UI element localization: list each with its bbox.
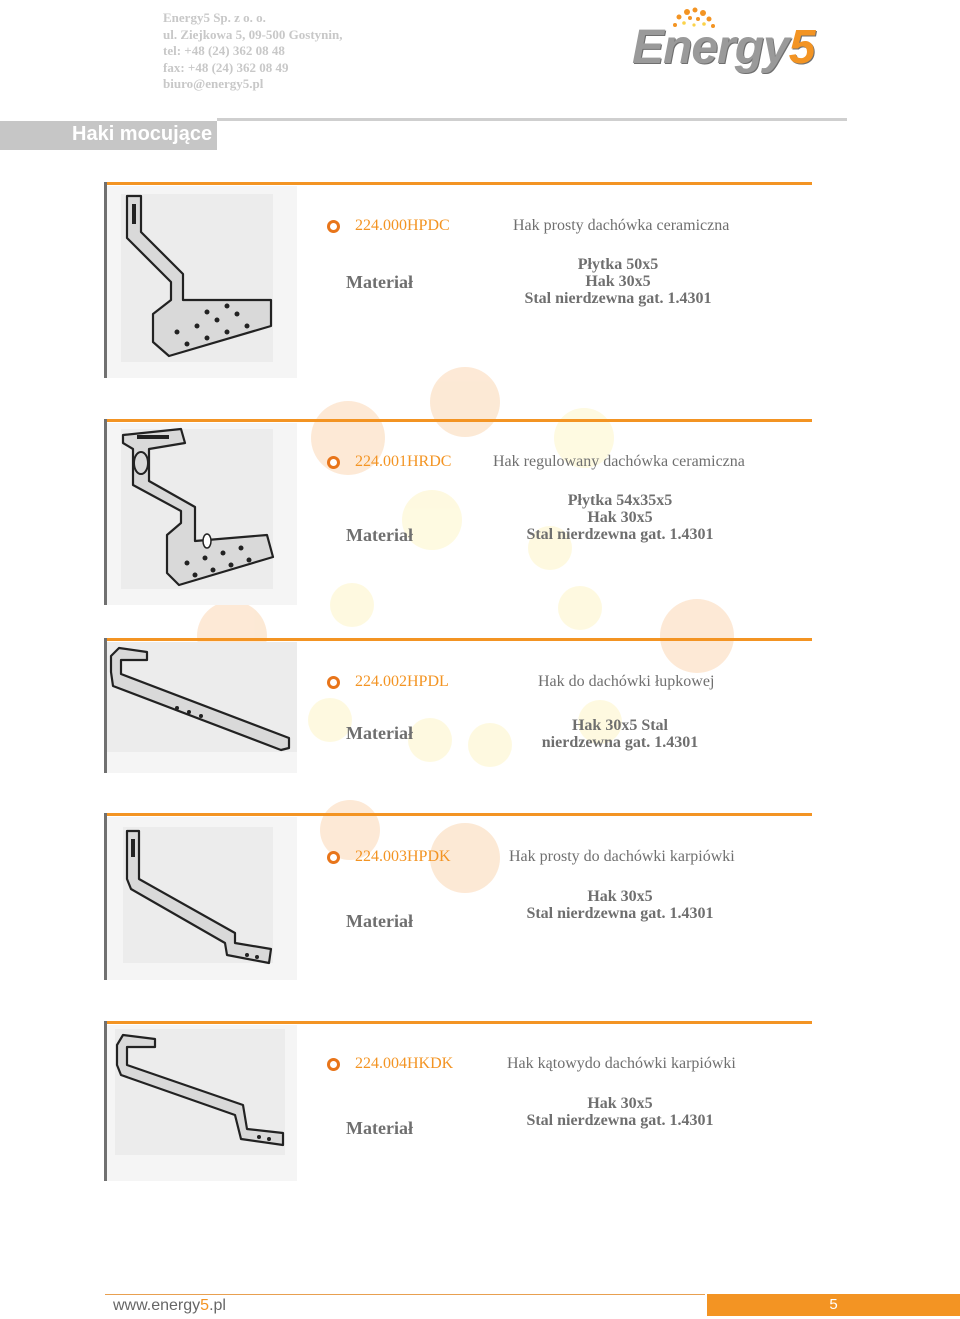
- material-line: Hak 30x5: [587, 888, 653, 905]
- material-line: nierdzewna gat. 1.4301: [541, 734, 699, 751]
- material-label: Materiał: [346, 272, 413, 292]
- energy5-logo: [632, 4, 852, 74]
- product-description: Hak do dachówki łupkowej: [538, 673, 715, 690]
- company-tel: tel: +48 (24) 362 08 48: [163, 43, 285, 58]
- material-specs: [500, 492, 740, 543]
- material-label: Materiał: [346, 723, 413, 743]
- page-title: Haki mocujące: [72, 123, 213, 145]
- material-label: Materiał: [346, 911, 413, 931]
- company-name: Energy5 Sp. z o. o.: [163, 10, 266, 25]
- footer-url-prefix: www.energy: [113, 1297, 201, 1314]
- product-image-5: [107, 1025, 297, 1181]
- material-specs: [510, 717, 730, 751]
- material-line: Hak 30x5 Stal: [571, 717, 668, 734]
- logo-text-accent: 5: [788, 21, 815, 74]
- material-line: Płytka 54x35x5: [567, 492, 673, 509]
- material-line: Płytka 50x5: [577, 256, 659, 273]
- page-number: 5: [707, 1294, 960, 1316]
- footer-url-accent: 5: [200, 1297, 210, 1314]
- frame-top-line: [104, 1021, 812, 1024]
- frame-top-line: [104, 638, 812, 641]
- footer-divider: [105, 1294, 705, 1295]
- material-line: Stal nierdzewna gat. 1.4301: [526, 1112, 714, 1129]
- product-description: Hak regulowany dachówka ceramiczna: [493, 453, 745, 470]
- title-divider: [217, 118, 847, 121]
- frame-top-line: [104, 182, 812, 185]
- product-code: 224.003HPDK: [355, 848, 451, 865]
- frame-top-line: [104, 813, 812, 816]
- product-image-3: [107, 642, 297, 773]
- material-line: Hak 30x5: [587, 1095, 653, 1112]
- material-specs: [505, 1095, 735, 1129]
- company-fax: fax: +48 (24) 362 08 49: [163, 59, 289, 75]
- product-code: 224.000HPDC: [355, 217, 450, 234]
- material-label: Materiał: [346, 525, 413, 545]
- bullet-icon: [327, 851, 340, 864]
- footer-url-suffix: .pl: [209, 1297, 226, 1314]
- bullet-icon: [327, 220, 340, 233]
- product-code: 224.001HRDC: [355, 453, 452, 470]
- material-line: Stal nierdzewna gat. 1.4301: [524, 290, 712, 307]
- product-description: Hak prosty do dachówki karpiówki: [509, 848, 735, 865]
- product-image-4: [107, 817, 297, 980]
- product-image-2: [107, 423, 297, 605]
- company-info: [163, 10, 343, 93]
- bullet-icon: [327, 1058, 340, 1071]
- product-code: 224.002HPDL: [355, 673, 449, 690]
- material-line: Stal nierdzewna gat. 1.4301: [526, 526, 714, 543]
- logo-text: [632, 20, 814, 75]
- footer-website-link[interactable]: [113, 1297, 226, 1315]
- material-line: Hak 30x5: [587, 509, 653, 526]
- bullet-icon: [327, 456, 340, 469]
- material-specs: [505, 888, 735, 922]
- product-description: Hak prosty dachówka ceramiczna: [513, 217, 730, 234]
- product-description: Hak kątowydo dachówki karpiówki: [507, 1055, 736, 1072]
- product-code: 224.004HKDK: [355, 1055, 454, 1072]
- product-image-1: [107, 186, 297, 378]
- material-line: Hak 30x5: [585, 273, 651, 290]
- bullet-icon: [327, 676, 340, 689]
- material-label: Materiał: [346, 1118, 413, 1138]
- logo-text-main: Energy: [632, 21, 789, 74]
- material-specs: [500, 256, 736, 307]
- material-line: Stal nierdzewna gat. 1.4301: [526, 905, 714, 922]
- company-email: biuro@energy5.pl: [163, 76, 264, 91]
- company-address: ul. Ziejkowa 5, 09-500 Gostynin,: [163, 26, 343, 42]
- frame-top-line: [104, 419, 812, 422]
